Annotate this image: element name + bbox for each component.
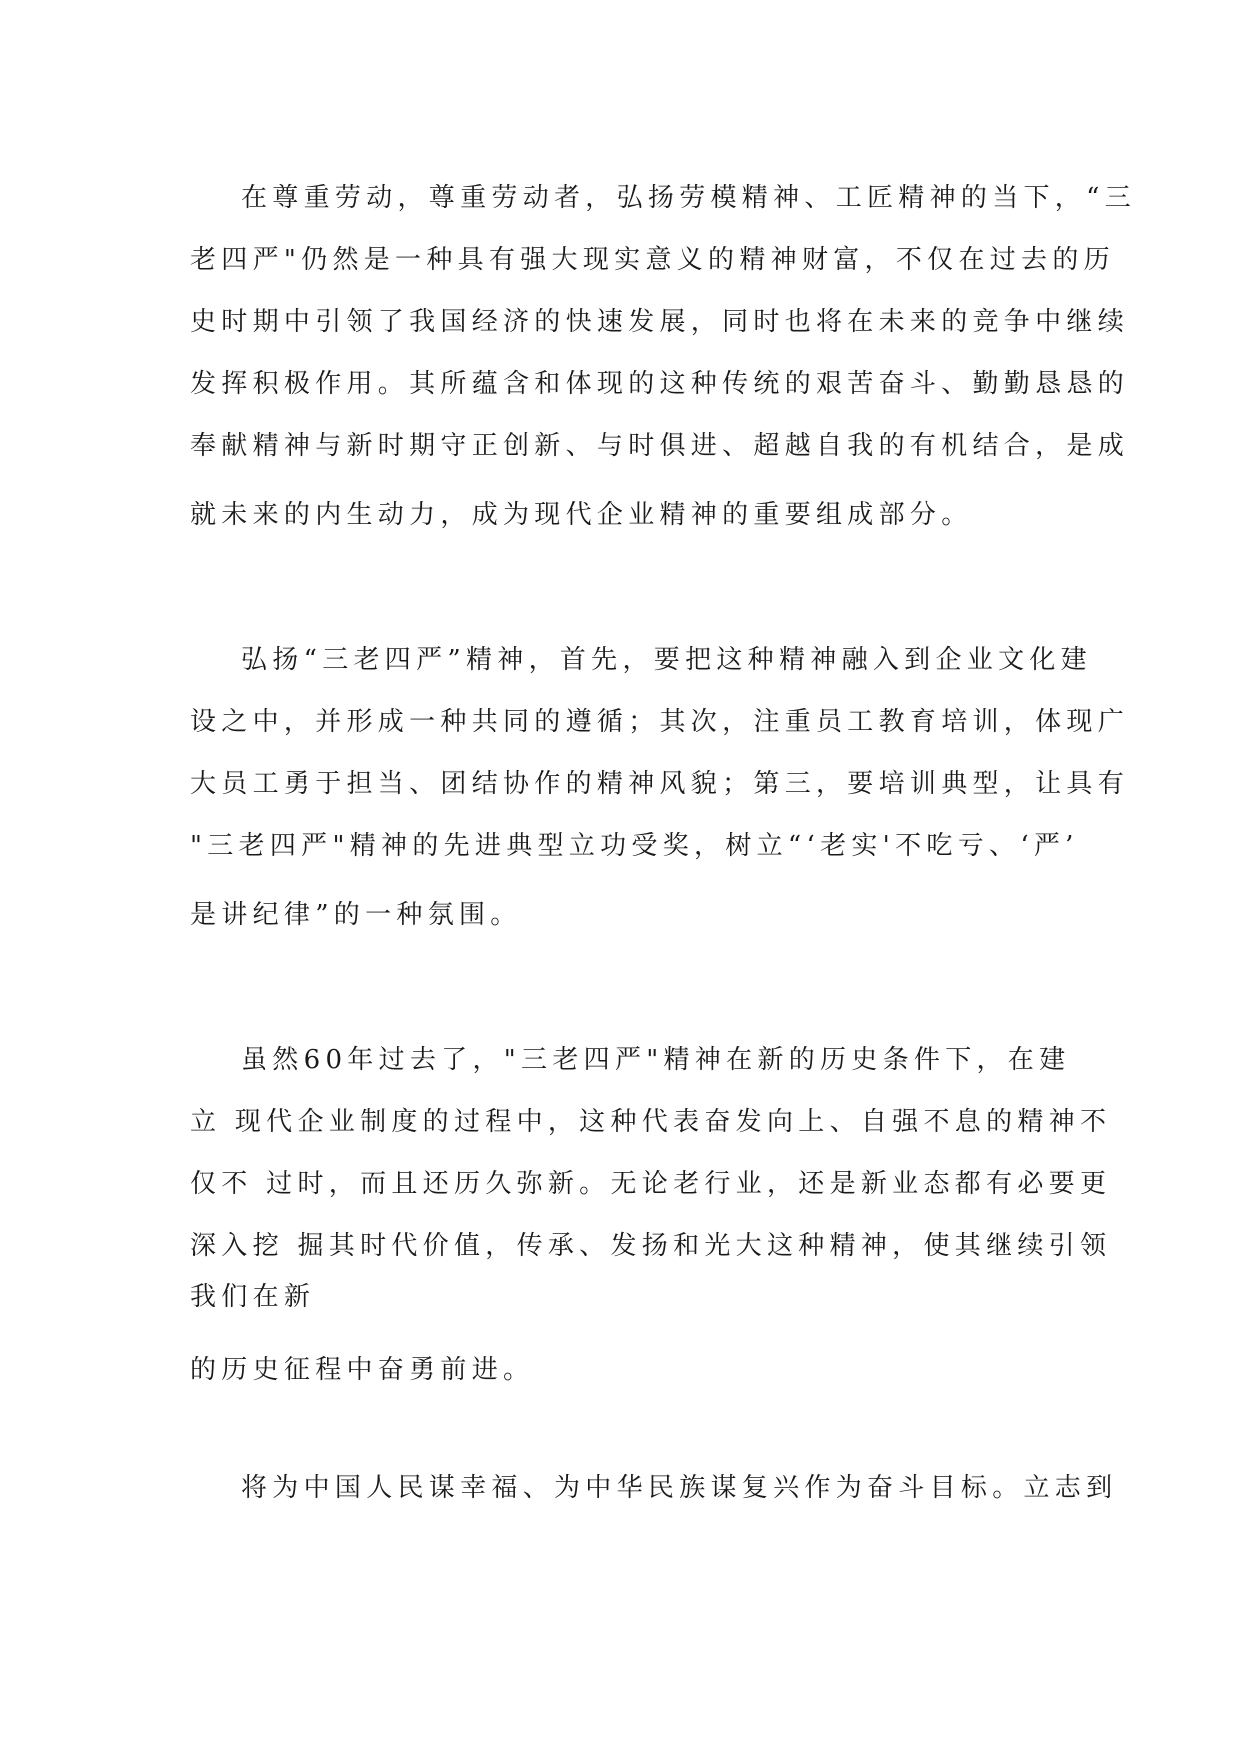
paragraph-line: 弘扬“三老四严”精神，首先，要把这种精神融入到企业文化建 [241, 645, 1092, 675]
paragraph-line: 发挥积极作用。其所蕴含和体现的这种传统的艰苦奋斗、勤勤恳恳的 [190, 369, 1130, 399]
paragraph-line: 老四严"仍然是一种具有强大现实意义的精神财富，不仅在过去的历 [190, 245, 1115, 275]
paragraph-line: 史时期中引领了我国经济的快速发展，同时也将在未来的竞争中继续 [190, 307, 1130, 337]
paragraph-line: 虽然60年过去了，"三老四严"精神在新的历史条件下，在建 [241, 1045, 1071, 1075]
paragraph-line: 将为中国人民谋幸福、为中华民族谋复兴作为奋斗目标。立志到 [241, 1473, 1118, 1503]
paragraph-line: 的历史征程中奋勇前进。 [190, 1355, 535, 1385]
paragraph-line: "三老四严"精神的先进典型立功受奖，树立“‘老实'不吃亏、‘严’ [190, 831, 1079, 861]
paragraph-line: 是讲纪律”的一种氛围。 [190, 900, 522, 930]
paragraph-line: 仅不 过时，而且还历久弥新。无论老行业，还是新业态都有必要更 [190, 1169, 1112, 1199]
paragraph-line: 大员工勇于担当、团结协作的精神风貌；第三，要培训典型，让具有 [190, 769, 1130, 799]
paragraph-line: 奉献精神与新时期守正创新、与时俱进、超越自我的有机结合，是成 [190, 431, 1130, 461]
paragraph-line: 设之中，并形成一种共同的遵循；其次，注重员工教育培训，体现广 [190, 707, 1130, 737]
paragraph-line: 立 现代企业制度的过程中，这种代表奋发向上、自强不息的精神不 [190, 1107, 1112, 1137]
paragraph-line: 我们在新 [190, 1282, 316, 1312]
paragraph-line: 就未来的内生动力，成为现代企业精神的重要组成部分。 [190, 500, 973, 530]
paragraph-line: 在尊重劳动，尊重劳动者，弘扬劳模精神、工匠精神的当下，“三 [241, 183, 1136, 213]
paragraph-line: 深入挖 掘其时代价值，传承、发扬和光大这种精神，使其继续引领 [190, 1231, 1112, 1261]
